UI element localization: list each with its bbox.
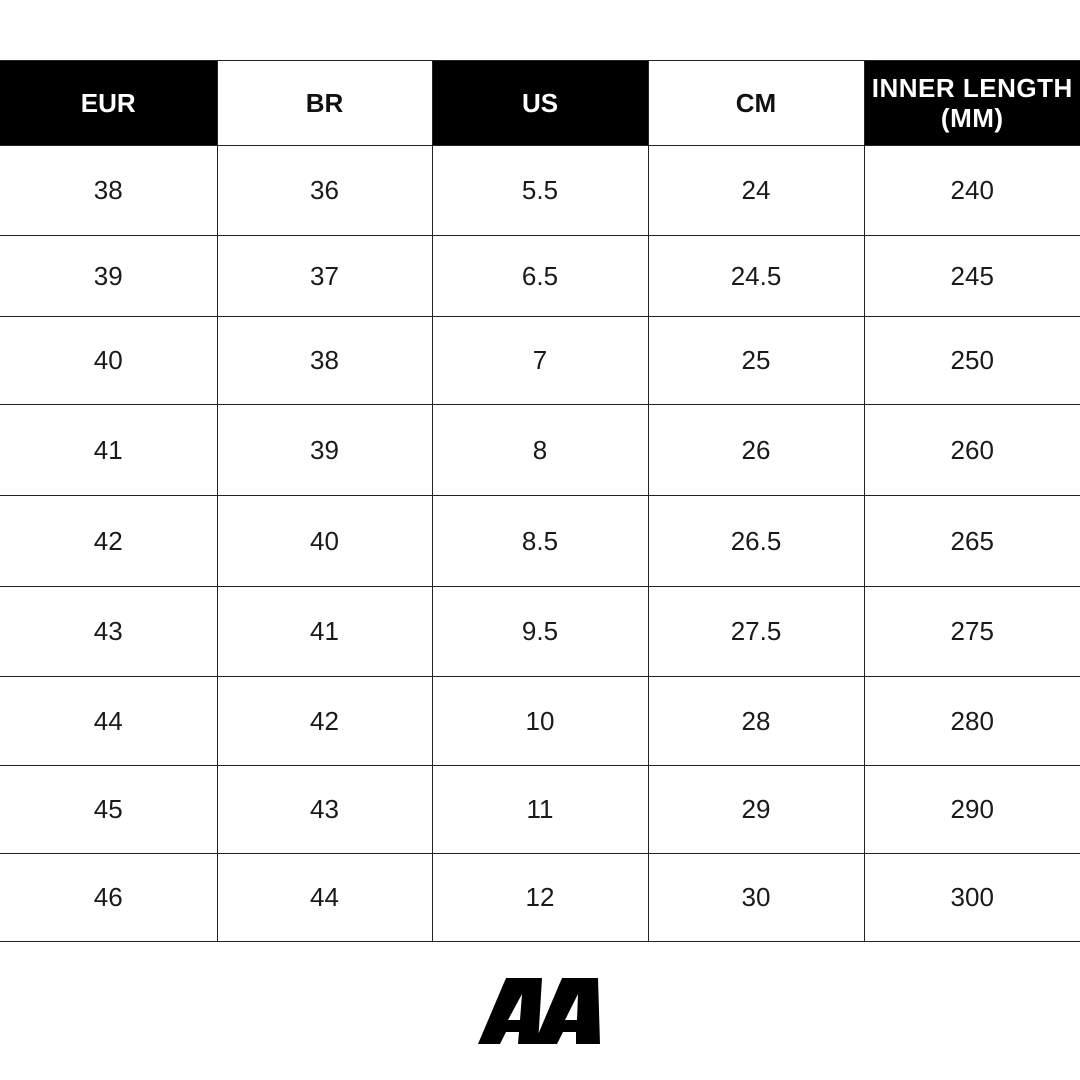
cell-eur: 39 — [0, 236, 217, 317]
table-row — [0, 677, 1080, 766]
cell-eur: 45 — [0, 766, 217, 854]
logo-letter-a-left — [478, 978, 542, 1044]
cell-us: 9.5 — [432, 587, 648, 677]
table-row — [0, 496, 1080, 587]
cell-eur: 40 — [0, 317, 217, 405]
cell-inner-length: 260 — [864, 405, 1080, 496]
cell-us: 11 — [432, 766, 648, 854]
brand-logo — [476, 976, 602, 1046]
cell-inner-length: 280 — [864, 677, 1080, 766]
cell-inner-length: 240 — [864, 146, 1080, 236]
column-header-eur: EUR — [0, 61, 217, 146]
table-row — [0, 317, 1080, 405]
table-header-row — [0, 61, 1080, 146]
column-header-inner-length: INNER LENGTH (MM) — [864, 61, 1080, 146]
cell-cm: 27.5 — [648, 587, 864, 677]
cell-cm: 26.5 — [648, 496, 864, 587]
cell-cm: 25 — [648, 317, 864, 405]
cell-eur: 42 — [0, 496, 217, 587]
aa-logo-icon — [476, 976, 602, 1046]
cell-cm: 24 — [648, 146, 864, 236]
cell-us: 8.5 — [432, 496, 648, 587]
column-header-us: US — [432, 61, 648, 146]
size-chart-table — [0, 60, 1080, 942]
cell-inner-length: 250 — [864, 317, 1080, 405]
cell-cm: 28 — [648, 677, 864, 766]
table-row — [0, 587, 1080, 677]
cell-br: 36 — [217, 146, 432, 236]
cell-cm: 24.5 — [648, 236, 864, 317]
column-header-cm: CM — [648, 61, 864, 146]
cell-us: 5.5 — [432, 146, 648, 236]
cell-br: 42 — [217, 677, 432, 766]
table-row — [0, 766, 1080, 854]
cell-br: 39 — [217, 405, 432, 496]
cell-br: 40 — [217, 496, 432, 587]
table-row — [0, 854, 1080, 942]
cell-us: 6.5 — [432, 236, 648, 317]
cell-cm: 26 — [648, 405, 864, 496]
cell-us: 7 — [432, 317, 648, 405]
table-row — [0, 146, 1080, 236]
cell-eur: 43 — [0, 587, 217, 677]
cell-us: 8 — [432, 405, 648, 496]
cell-br: 44 — [217, 854, 432, 942]
cell-eur: 46 — [0, 854, 217, 942]
cell-inner-length: 300 — [864, 854, 1080, 942]
cell-br: 37 — [217, 236, 432, 317]
column-header-br: BR — [217, 61, 432, 146]
cell-eur: 38 — [0, 146, 217, 236]
cell-eur: 41 — [0, 405, 217, 496]
cell-inner-length: 275 — [864, 587, 1080, 677]
cell-cm: 29 — [648, 766, 864, 854]
table-row — [0, 236, 1080, 317]
cell-inner-length: 265 — [864, 496, 1080, 587]
cell-br: 38 — [217, 317, 432, 405]
cell-br: 41 — [217, 587, 432, 677]
cell-us: 10 — [432, 677, 648, 766]
table-row — [0, 405, 1080, 496]
cell-inner-length: 245 — [864, 236, 1080, 317]
cell-cm: 30 — [648, 854, 864, 942]
cell-eur: 44 — [0, 677, 217, 766]
cell-inner-length: 290 — [864, 766, 1080, 854]
cell-br: 43 — [217, 766, 432, 854]
cell-us: 12 — [432, 854, 648, 942]
logo-letter-a-right — [534, 978, 600, 1044]
